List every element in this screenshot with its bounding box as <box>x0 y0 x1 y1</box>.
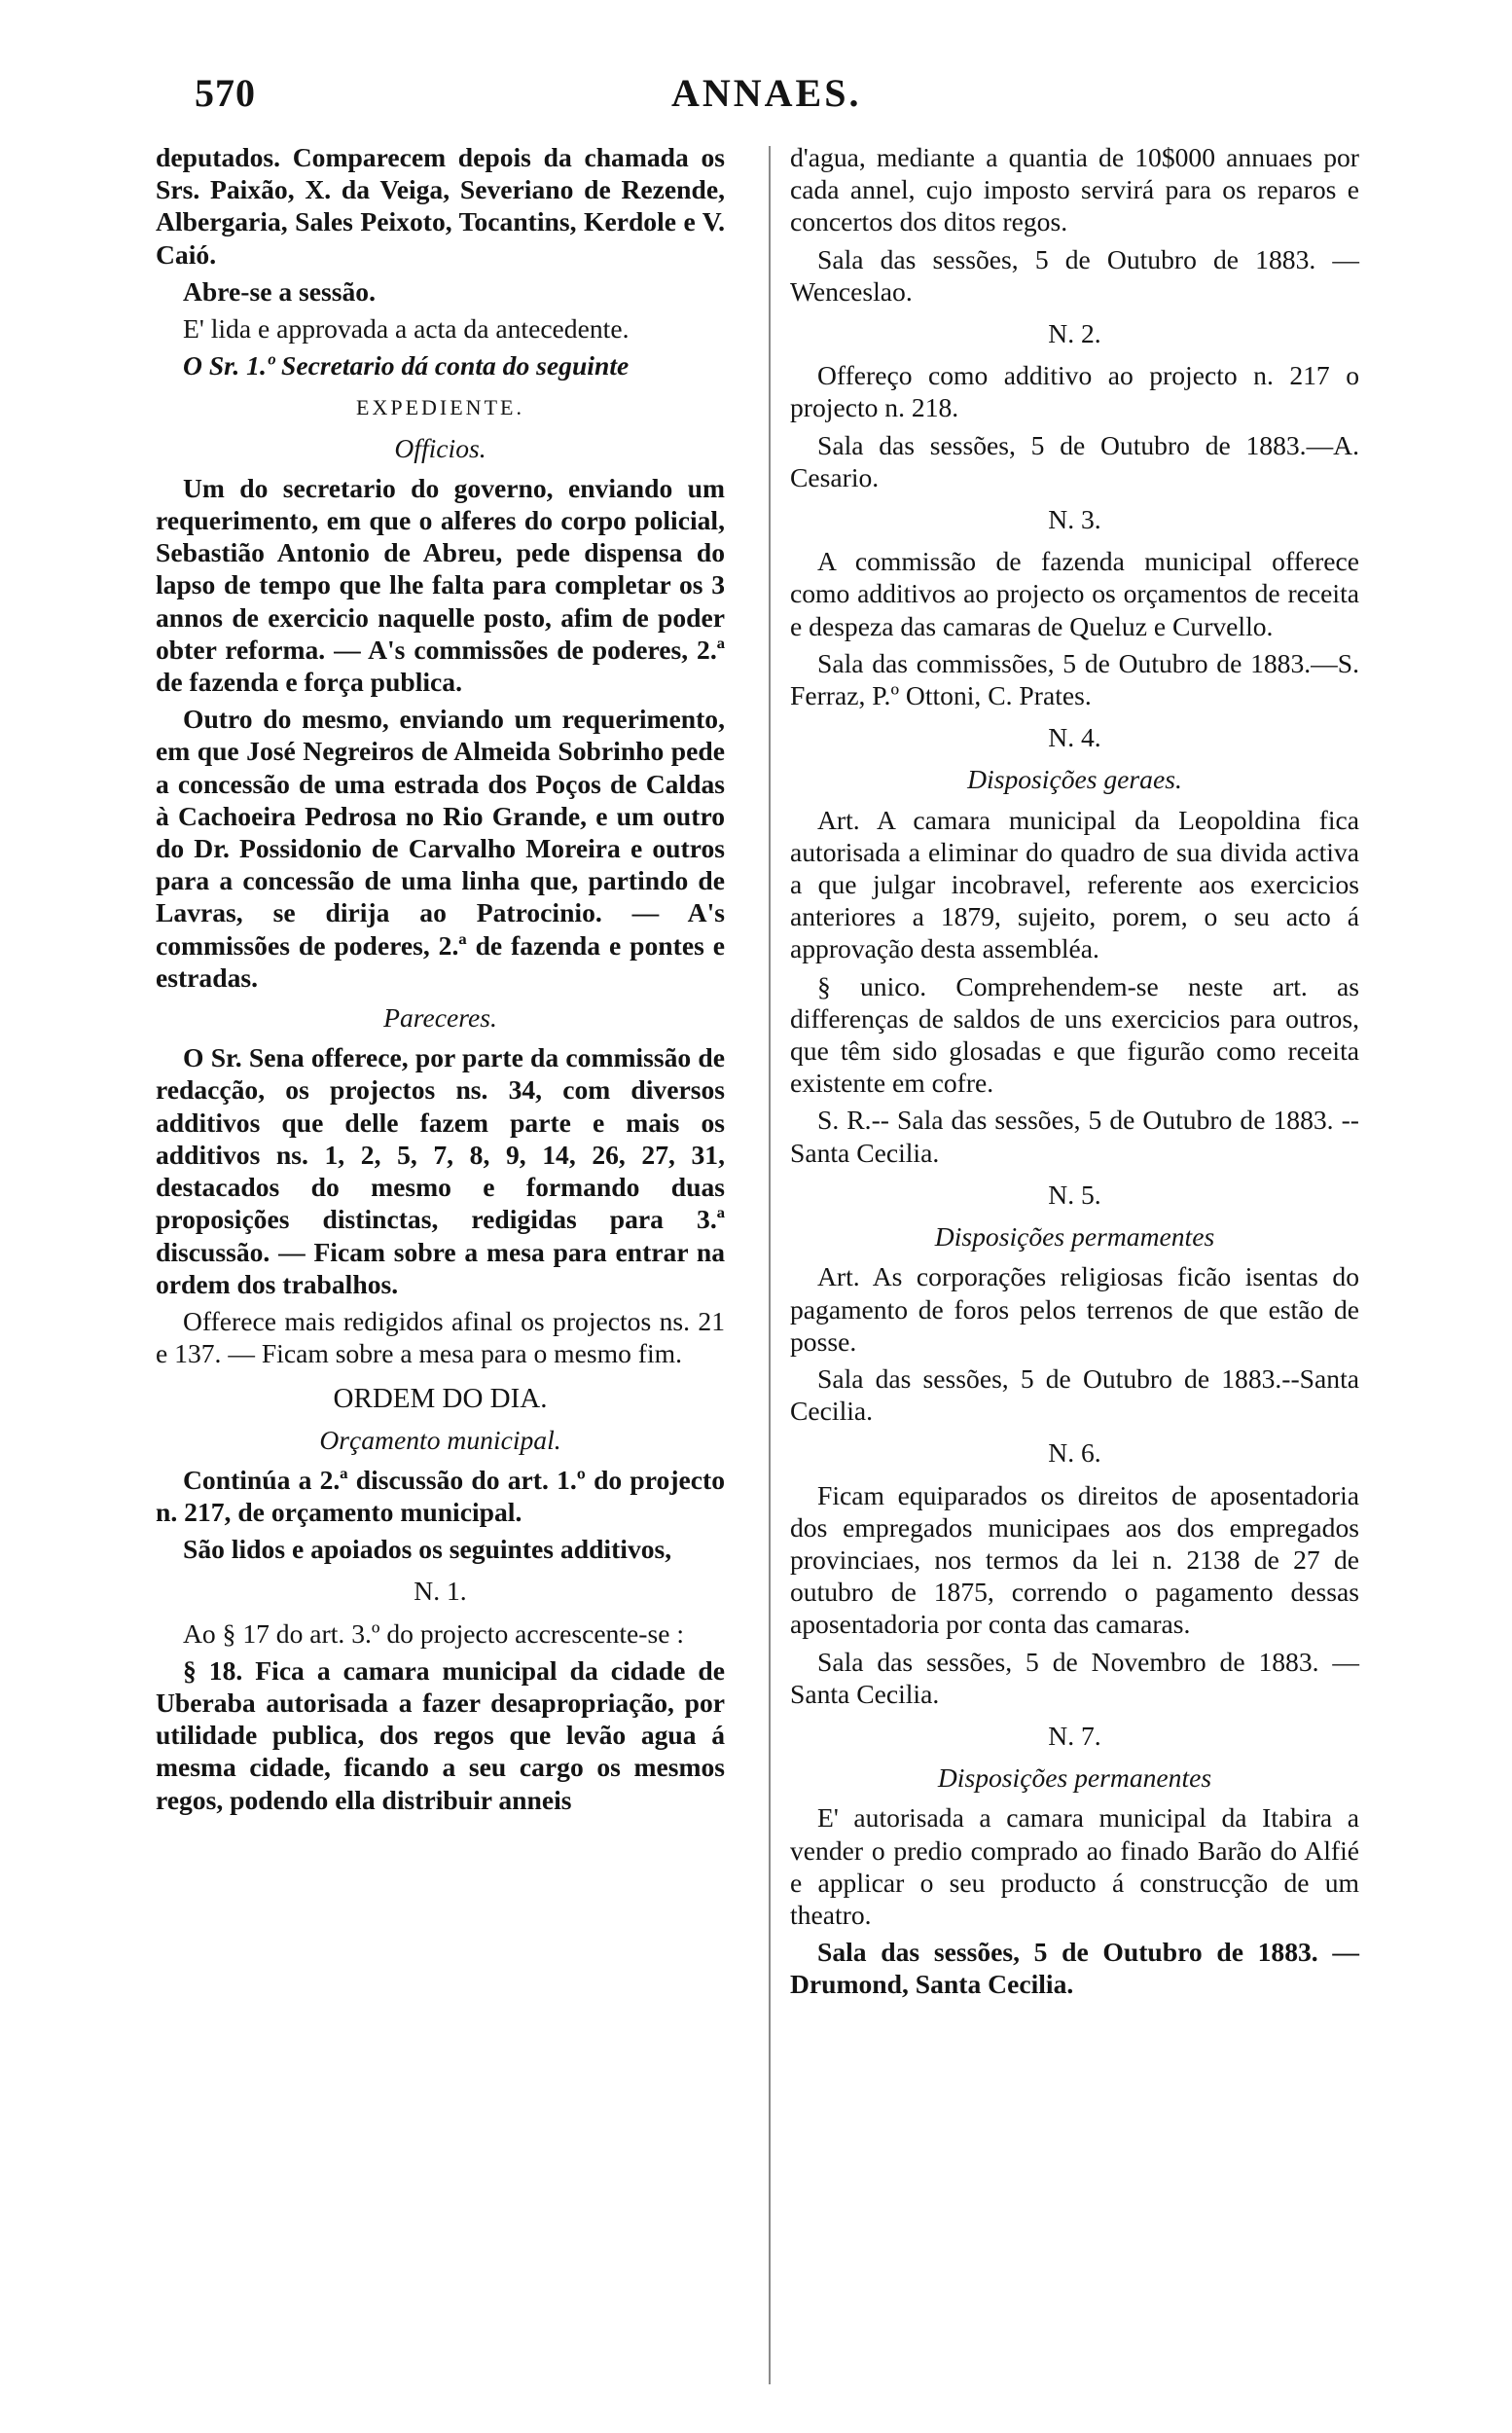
paragraph: Ao § 17 do art. 3.º do projecto accrescente-se : <box>183 1617 685 1649</box>
paragraph: § 18. Fica a camara municipal da cidade de Uberaba autorisada a fazer desapropriação, por utilidade publica, dos regos que levão agua á mesma cidade, ficando a seu cargo os mesmos regos, podendo ella distribuir anneis <box>156 1654 725 1815</box>
paragraph: Abre-se a sessão. <box>183 275 376 307</box>
paragraph: Art. A camara municipal da Leopoldina fica autorisada a eliminar do quadro de sua divida activa a que julgar incobravel, referente aos exercicios anteriores a 1879, sujeito, porem, o seu acto á approvação desta assembléa. <box>790 804 1359 964</box>
additivo-number: N. 1. <box>414 1576 467 1607</box>
paragraph: Offereço como additivo ao projecto n. 217 o projecto n. 218. <box>790 360 1359 423</box>
paragraph: E' lida e approvada a acta da antecedente. <box>183 313 630 345</box>
additivo-number: N. 3. <box>1048 504 1101 535</box>
paragraph: Outro do mesmo, enviando um requerimento, em que José Negreiros de Almeida Sobrinho pede a concessão de uma estrada dos Poços de Caldas à Cachoeira Pedrosa no Rio Grande, e um outro do Dr. Possidonio de Carvalho Moreira e outros para a concessão de uma linha que, partindo de Lavras, se dirija ao Patrocinio. — A's commissões de poderes, 2.ª de fazenda e pontes e estradas. <box>156 704 725 993</box>
paragraph: O Sr. 1.º Secretario dá conta do seguinte <box>183 350 630 381</box>
signature-line: Sala das sessões, 5 de Outubro de 1883. — Wenceslao. <box>790 243 1359 307</box>
additivo-number: N. 4. <box>1048 722 1101 753</box>
paragraph: O Sr. Sena offerece, por parte da commissão de redacção, os projectos ns. 34, com diversos additivos que delle fazem parte e mais os additivos ns. 1, 2, 5, 7, 8, 9, 14, 26, 27, 31, destacados do mesmo e formando duas proposições distinctas, redigidas para 3.ª discussão. — Ficam sobre a mesa para entrar na ordem dos trabalhos. <box>156 1042 725 1299</box>
subheading-disposicoes-permamentes: Disposições permamentes <box>934 1221 1215 1253</box>
paragraph: § unico. Comprehendem-se neste art. as differenças de saldos de uns exercicios para outros, que têm sido glosadas e que figurão como receita existente em cofre. <box>790 970 1359 1099</box>
signature-line: Sala das sessões, 5 de Outubro de 1883. — Drumond, Santa Cecilia. <box>790 1937 1359 2000</box>
subheading-disposicoes-permanentes: Disposições permanentes <box>937 1762 1212 1794</box>
subheading-orcamento: Orçamento municipal. <box>319 1424 561 1455</box>
paragraph: São lidos e apoiados os seguintes additivos, <box>183 1534 672 1565</box>
column-divider <box>769 146 771 2384</box>
left-column <box>156 141 725 1821</box>
signature-line: Sala das commissões, 5 de Outubro de 1883.—S. Ferraz, P.º Ottoni, C. Prates. <box>790 647 1359 711</box>
subheading-officios: Officios. <box>394 432 486 463</box>
paragraph: Ficam equiparados os direitos de aposentadoria dos empregados municipaes aos dos empregados provinciaes, nos termos da lei n. 2138 de 27 de outubro de 1875, correndo o pagamento dessas aposentadoria por conta das camaras. <box>790 1479 1359 1640</box>
subheading-pareceres: Pareceres. <box>383 1002 497 1034</box>
additivo-number: N. 7. <box>1048 1720 1101 1751</box>
paragraph: Art. As corporações religiosas ficão isentas do pagamento de foros pelos terrenos de que estão de posse. <box>790 1261 1359 1357</box>
section-heading-expediente: EXPEDIENTE. <box>356 395 524 420</box>
additivo-number: N. 2. <box>1048 318 1101 349</box>
subheading-disposicoes-geraes: Disposições geraes. <box>967 764 1182 795</box>
signature-line: Sala das sessões, 5 de Outubro de 1883.--Santa Cecilia. <box>790 1362 1359 1427</box>
signature-line: Sala das sessões, 5 de Novembro de 1883. — Santa Cecilia. <box>790 1646 1359 1709</box>
running-title: ANNAES. <box>671 71 862 115</box>
paragraph: E' autorisada a camara municipal da Itabira a vender o predio comprado ao finado Barão do Alfié e applicar o seu producto á construcção de um theatro. <box>790 1802 1359 1930</box>
paragraph: deputados. Comparecem depois da chamada os Srs. Paixão, X. da Veiga, Severiano de Rezende, Albergaria, Sales Peixoto, Tocantins, Kerdole e V. Caió. <box>156 142 725 270</box>
paragraph: Continúa a 2.ª discussão do art. 1.º do projecto n. 217, de orçamento municipal. <box>156 1464 725 1527</box>
paragraph: Um do secretario do governo, enviando um requerimento, em que o alferes do corpo policial, Sebastião Antonio de Abreu, pede dispensa do lapso de tempo que lhe falta para completar os 3 annos de exercicio naquelle posto, afim de poder obter reforma. — A's commissões de poderes, 2.ª de fazenda e força publica. <box>156 472 725 698</box>
paragraph: d'agua, mediante a quantia de 10$000 annuaes por cada annel, cujo imposto servirá para os reparos e concertos dos ditos regos. <box>790 142 1359 237</box>
paragraph: Offerece mais redigidos afinal os projectos ns. 21 e 137. — Ficam sobre a mesa para o mesmo fim. <box>156 1305 725 1369</box>
signature-line: Sala das sessões, 5 de Outubro de 1883.—A. Cesario. <box>790 429 1359 492</box>
section-heading-ordem-do-dia: ORDEM DO DIA. <box>333 1383 548 1415</box>
page-number: 570 <box>195 71 256 115</box>
paragraph: A commissão de fazenda municipal offerece como additivos ao projecto os orçamentos de receita e despeza das camaras de Queluz e Curvello. <box>790 546 1359 641</box>
right-column <box>790 141 1359 2006</box>
signature-line: S. R.-- Sala das sessões, 5 de Outubro de 1883. -- Santa Cecilia. <box>790 1105 1359 1168</box>
additivo-number: N. 5. <box>1048 1179 1101 1210</box>
additivo-number: N. 6. <box>1048 1437 1101 1469</box>
